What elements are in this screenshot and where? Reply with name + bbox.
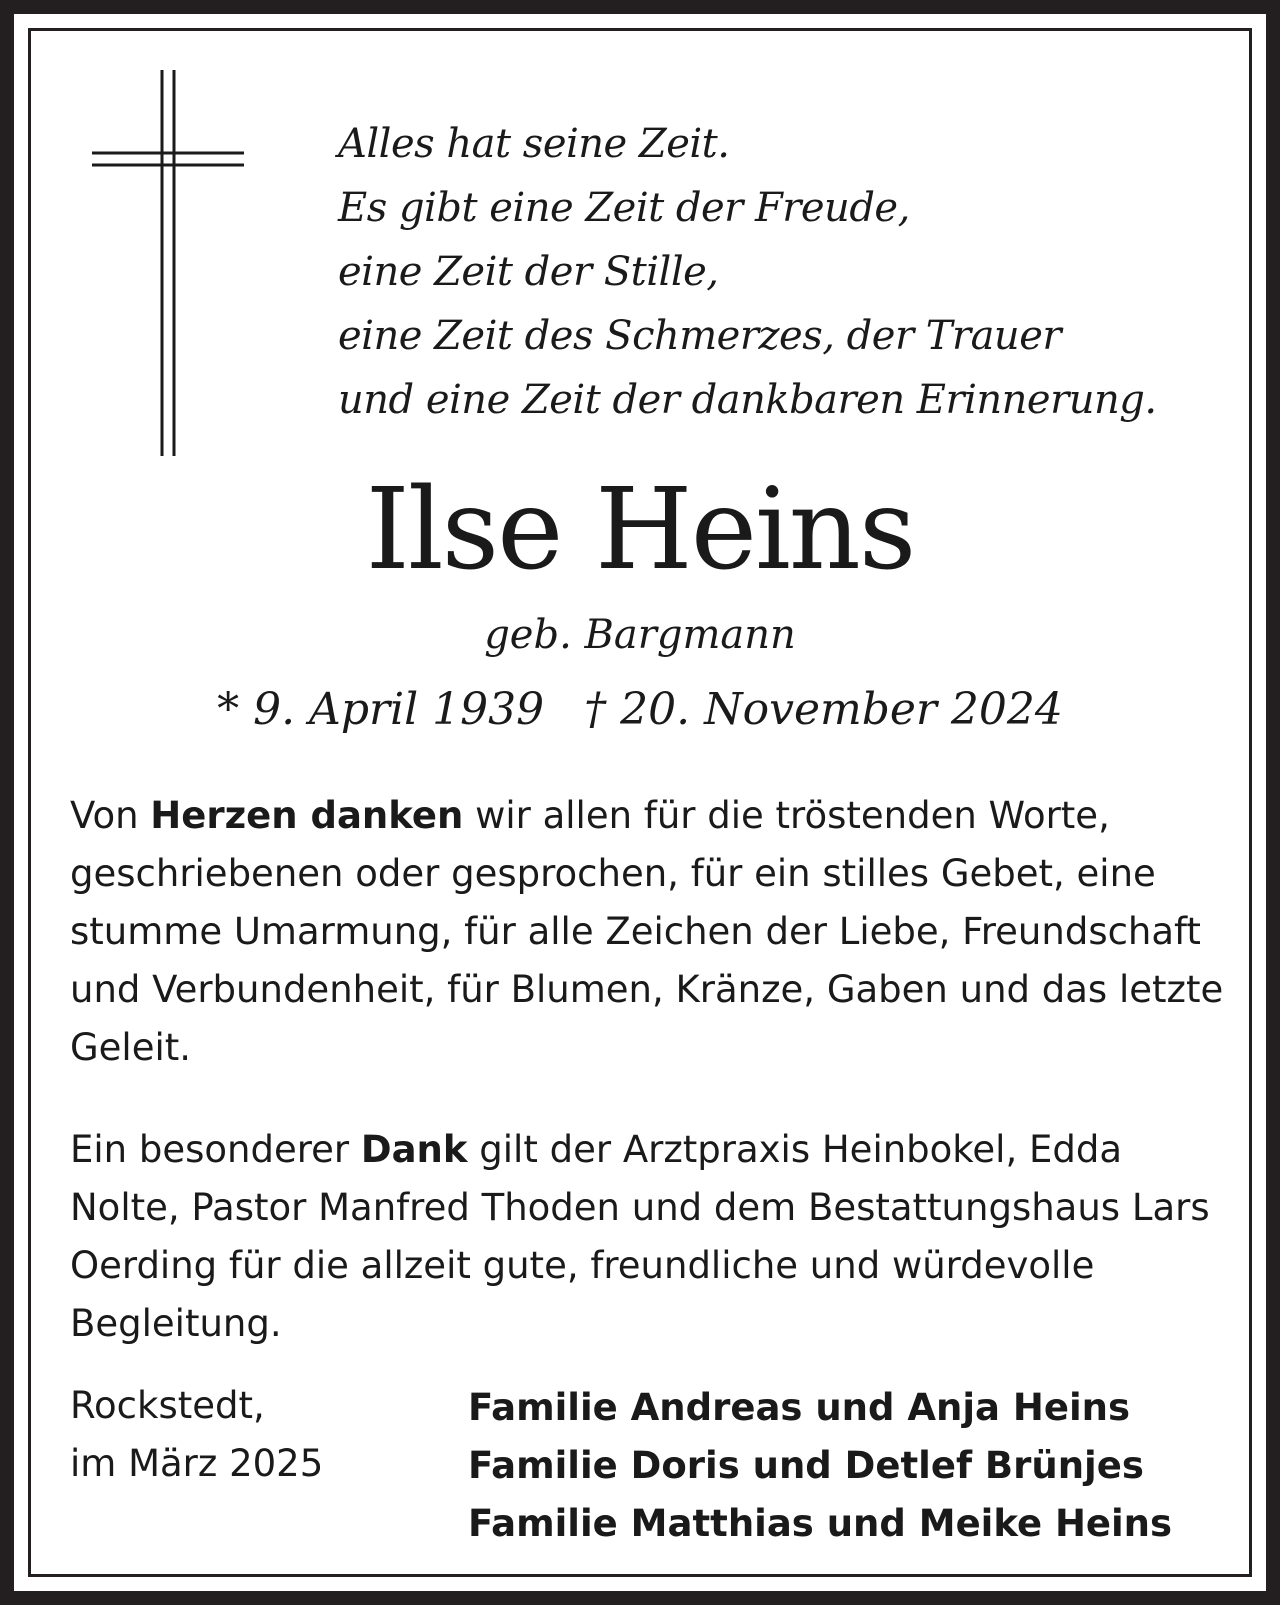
place: Rockstedt,	[70, 1384, 265, 1427]
deceased-name: Ilse Heins	[365, 465, 915, 595]
thanks-text: wir allen für die tröstenden Worte, geschriebenen oder gesprochen, für ein stilles Gebet, eine stumme Umarmung, für alle Zeichen der Liebe, Freundschaft und Verbundenheit, für Blumen, Kränze, Gaben und das letzte Geleit.	[70, 794, 1224, 1069]
poem	[338, 112, 1157, 432]
family-name: Familie Doris und Detlef Brünjes	[468, 1444, 1144, 1487]
birth-symbol: *	[217, 684, 240, 735]
cross-icon	[92, 70, 244, 456]
family-name: Familie Andreas und Anja Heins	[468, 1386, 1130, 1429]
place-and-date	[70, 1377, 323, 1493]
family-name: Familie Matthias und Meike Heins	[468, 1502, 1173, 1545]
notice-date: im März 2025	[70, 1442, 324, 1485]
poem-line: Es gibt eine Zeit der Freude,	[338, 185, 910, 231]
special-thanks-text: gilt der Arztpraxis Heinbokel, Edda Nolte, Pastor Manfred Thoden und dem Bestattungshaus Lars Oerding für die allzeit gute, freundliche und würdevolle Begleitung.	[70, 1128, 1210, 1345]
maiden-name: geb. Bargmann	[484, 612, 796, 658]
poem-line: eine Zeit der Stille,	[338, 249, 719, 295]
life-dates	[0, 680, 1280, 740]
death-date: 20. November 2024	[620, 684, 1063, 735]
special-thanks-paragraph	[70, 1121, 1230, 1353]
birth-date: 9. April 1939	[253, 684, 545, 735]
thanks-paragraph	[70, 787, 1230, 1077]
special-thanks-text: Ein besonderer	[70, 1128, 361, 1171]
poem-line: und eine Zeit der dankbaren Erinnerung.	[338, 377, 1157, 423]
special-thanks-emphasis: Dank	[360, 1128, 468, 1171]
family-list	[468, 1379, 1172, 1553]
thanks-emphasis: Herzen danken	[150, 794, 464, 837]
poem-line: Alles hat seine Zeit.	[338, 121, 730, 167]
poem-line: eine Zeit des Schmerzes, der Trauer	[338, 313, 1061, 359]
death-symbol: †	[584, 684, 607, 735]
thanks-text: Von	[70, 794, 151, 837]
